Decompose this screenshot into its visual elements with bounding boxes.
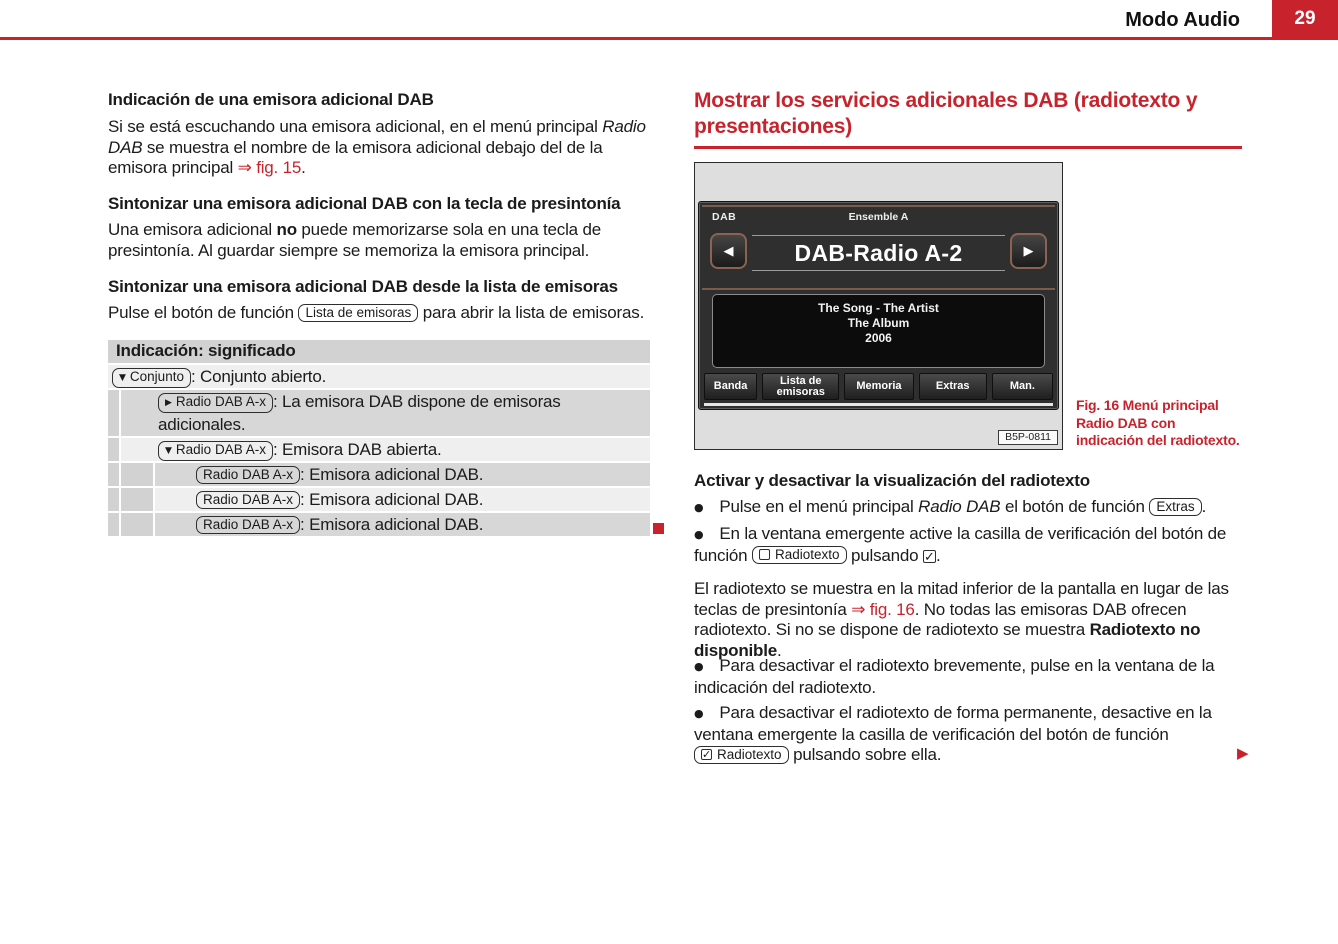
radiotext-line: The Song - The Artist [818,301,939,315]
bullet-icon: ● [694,707,704,720]
table-row [108,365,650,388]
section-heading-indicacion: Indicación de una emisora adicional DAB [108,90,434,109]
function-key: ✓Radiotexto [694,746,789,764]
paragraph: Si se está escuchando una emisora adicional, en el menú principal Radio DAB se muestra el nombre de la emisora adicional debajo del de la emisora principal ⇒ fig. 15. [108,117,646,177]
function-key: Lista de emisoras [298,304,418,322]
indent-cell [108,390,119,436]
table-row [108,513,650,536]
table-cell: ▼ Radio DAB A-x : Emisora DAB abierta. [121,438,650,461]
function-key: ▶ Radio DAB A-x [158,393,273,413]
radiotext-line: 2006 [865,331,892,345]
table-row [108,488,650,511]
screen-highlight-strip [704,403,1053,406]
arrow-right-icon: ▶ [1023,243,1034,259]
paragraph: El radiotexto se muestra en la mitad inferior de la pantalla en lugar de las teclas de presintonía ⇒ fig. 16. No todas las emisoras DAB ofrecen radiotexto. Si no se dispone de radiotexto se muestra Radiotexto no disponible. [694,579,1229,660]
page-title: Modo Audio [1125,9,1240,31]
cross-reference-link[interactable]: ⇒ fig. 15 [237,158,302,177]
radiotext-line: The Album [847,316,910,330]
section-heading-presintonia: Sintonizar una emisora adicional DAB con la tecla de presintonía [108,194,621,213]
section-end-marker [653,523,664,534]
extras-button: Extras [919,373,987,400]
cross-reference-link[interactable]: ⇒ fig. 16 [851,599,915,619]
station-name: DAB-Radio A-2 [794,240,963,266]
function-key: Extras [1149,498,1201,516]
indent-cell [121,463,153,486]
previous-station-button [710,233,747,269]
ensemble-label: Ensemble A [848,211,909,223]
checked-checkbox-icon [701,749,712,760]
indent-cell [108,463,119,486]
banda-button: Banda [704,373,757,400]
triangle-down-icon: ▼ [165,445,172,456]
page-number-badge: 29 [1272,0,1338,37]
bullet-item: ● Pulse en el menú principal Radio DAB el botón de función Extras . [694,497,1207,516]
figure-caption: Fig. 16 Menú principal Radio DAB con indicación del radiotexto. [1076,397,1240,448]
figure-16-radio-display [694,162,1063,450]
function-key: Radio DAB A-x [196,491,300,509]
divider [752,270,1005,271]
unchecked-checkbox-icon [759,549,770,560]
continuation-arrow-icon: ▶ [1237,744,1249,762]
lista-de-emisoras-button: Lista de emisoras [762,373,839,400]
function-key: Radiotexto [752,546,847,564]
function-button-row [704,373,1053,400]
man-button: Man. [992,373,1053,400]
function-key: ▼ Conjunto [112,368,191,388]
table-cell: ▶ Radio DAB A-x : La emisora DAB dispone de emisoras adicionales. [121,390,650,436]
triangle-down-icon: ▼ [119,372,126,383]
radiotext-window [712,294,1045,368]
table-cell: Radio DAB A-x : Emisora adicional DAB. [155,463,650,486]
function-key: ▼ Radio DAB A-x [158,441,273,461]
indent-cell [108,438,119,461]
indication-table [108,340,650,538]
memoria-button: Memoria [844,373,913,400]
station-section [702,205,1055,286]
indent-cell [108,513,119,536]
arrow-left-icon: ◀ [723,243,734,259]
paragraph: Una emisora adicional no puede memorizarse sola en una tecla de presintonía. Al guardar siempre se memoriza la emisora principal. [108,220,601,260]
header-rule [0,37,1338,40]
section-heading-radiotexto: Activar y desactivar la visualización del radiotexto [694,471,1090,490]
function-key: Radio DAB A-x [196,516,300,534]
band-label: DAB [712,211,737,223]
indent-cell [121,488,153,511]
paragraph: Pulse el botón de función Lista de emisoras para abrir la lista de emisoras. [108,303,645,322]
table-row [108,438,650,461]
figure-code: B5P-0811 [998,430,1058,445]
bullet-icon: ● [694,660,704,673]
bullet-item: ● Para desactivar el radiotexto brevemente, pulse en la ventana de la indicación del radiotexto. [694,656,1215,697]
table-row [108,390,650,436]
function-key: Radio DAB A-x [196,466,300,484]
checked-checkbox-icon [923,550,936,563]
bullet-icon: ● [694,501,704,514]
bullet-icon: ● [694,528,704,541]
right-column [694,88,1249,788]
table-cell: Radio DAB A-x : Emisora adicional DAB. [155,488,650,511]
bullet-item: ● Para desactivar el radiotexto de forma permanente, desactive en la ventana emergente la casilla de verificación del botón de función ✓Radiotexto pulsando sobre ella. [694,703,1242,766]
triangle-right-icon: ▶ [165,397,172,408]
left-column [108,88,660,534]
bullet-item: ● En la ventana emergente active la casilla de verificación del botón de función Radiotexto pulsando ✓. [694,524,1242,566]
section-heading-lista: Sintonizar una emisora adicional DAB desde la lista de emisoras [108,277,618,296]
divider [702,288,1055,290]
table-cell: Radio DAB A-x : Emisora adicional DAB. [155,513,650,536]
indent-cell [121,513,153,536]
next-station-button [1010,233,1047,269]
radio-screen [698,201,1059,410]
table-row [108,463,650,486]
chapter-heading: Mostrar los servicios adicionales DAB (radiotexto y presentaciones) [694,88,1242,149]
table-cell: ▼ Conjunto : Conjunto abierto. [108,365,650,388]
divider [752,235,1005,236]
indent-cell [108,488,119,511]
table-header: Indicación: significado [108,340,650,363]
